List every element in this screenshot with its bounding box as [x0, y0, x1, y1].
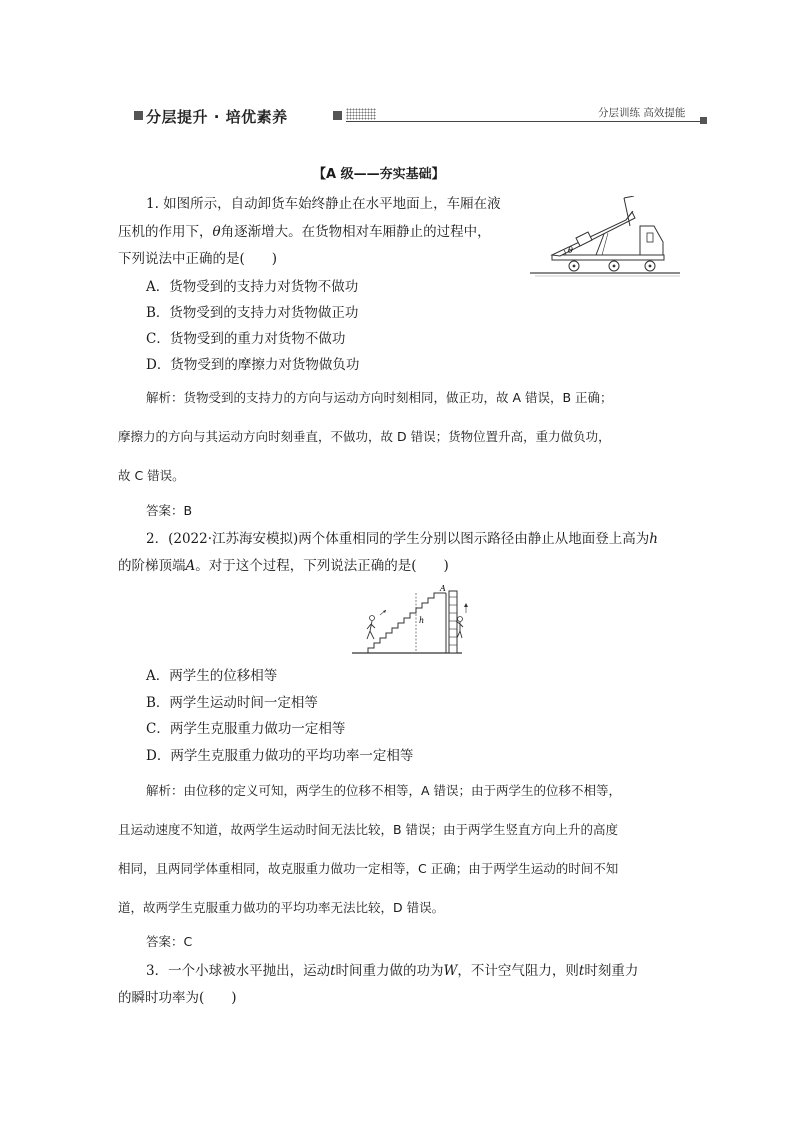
q1-explanation-line3: 故 C 错误。: [118, 468, 185, 483]
q1-theta: θ: [212, 224, 221, 240]
q2-figure-a: A: [440, 585, 446, 593]
header-rule: [346, 121, 701, 122]
q2-explanation-line1: 解析：由位移的定义可知，两学生的位移不相等，A 错误；由于两学生的位移不相等，: [146, 783, 622, 798]
q2-line1: 2．(2022·江苏海安模拟)两个体重相同的学生分别以图示路径由静止从地面登上高为h: [146, 531, 658, 547]
dump-truck-figure: [530, 196, 680, 286]
q2-option-d: D．两学生克服重力做功的平均功率一定相等: [146, 748, 414, 764]
q2-option-a: A．两学生的位移相等: [146, 668, 278, 684]
q3-line1: 3．一个小球被水平抛出，运动t时间重力做的功为W，不计空气阻力，则t时刻重力: [146, 963, 639, 979]
q1-explanation-line1: 解析：货物受到的支持力的方向与运动方向时刻相同，做正功，故 A 错误，B 正确；: [146, 390, 613, 405]
q1-option-d: D．货物受到的摩擦力对货物做负功: [146, 357, 360, 373]
section-title: 【A 级——夯实基础】: [313, 167, 445, 182]
staircase-figure: [350, 585, 470, 657]
q1-line3: 下列说法中正确的是( ): [118, 251, 278, 267]
q2-var-a: A: [185, 558, 196, 574]
q1-answer: 答案：B: [146, 503, 193, 518]
q2-figure-h: h: [419, 616, 425, 625]
q3-var-t: t: [330, 963, 336, 979]
q3-line2: 的瞬时功率为( ): [118, 990, 237, 1006]
q2-var-h: h: [649, 531, 658, 547]
q1-option-b: B．货物受到的支持力对货物做正功: [146, 305, 359, 321]
q2-line2: 的阶梯顶端A。对于这个过程，下列说法正确的是( ): [118, 558, 449, 574]
q1-figure-theta: θ: [568, 246, 573, 255]
q1-explanation-line2: 摩擦力的方向与其运动方向时刻垂直，不做功，故 D 错误；货物位置升高，重力做负功，: [118, 429, 611, 444]
header-square-right: [700, 117, 707, 124]
header-title: 分层提升 · 培优素养: [146, 108, 288, 126]
q1-option-a: A．货物受到的支持力对货物不做功: [146, 279, 359, 295]
q1-line1: 1. 如图所示，自动卸货车始终静止在水平地面上，车厢在液: [146, 196, 501, 212]
q3-var-t2: t: [578, 963, 585, 979]
q3-var-w: W: [443, 963, 458, 979]
q2-explanation-line2: 且运动速度不知道，故两学生运动时间无法比较，B 错误；由于两学生竖直方向上升的高度: [118, 822, 619, 837]
q2-explanation-line4: 道，故两学生克服重力做功的平均功率无法比较，D 错误。: [118, 900, 445, 915]
q1-line2: 压机的作用下，θ角逐渐增大。在货物相对车厢静止的过程中，: [118, 224, 491, 240]
q2-answer: 答案：C: [146, 934, 193, 949]
header-square-mid: [333, 111, 342, 120]
q2-explanation-line3: 相同，且两同学体重相同，故克服重力做功一定相等，C 正确；由于两学生运动的时间不知: [118, 861, 619, 876]
header-subtitle: 分层训练 高效提能: [598, 107, 686, 119]
q1-option-c: C．货物受到的重力对货物不做功: [146, 331, 346, 347]
header-dots: [346, 108, 376, 120]
q2-option-c: C．两学生克服重力做功一定相等: [146, 721, 346, 737]
q2-option-b: B．两学生运动时间一定相等: [146, 695, 318, 711]
header-square-left: [134, 111, 143, 120]
